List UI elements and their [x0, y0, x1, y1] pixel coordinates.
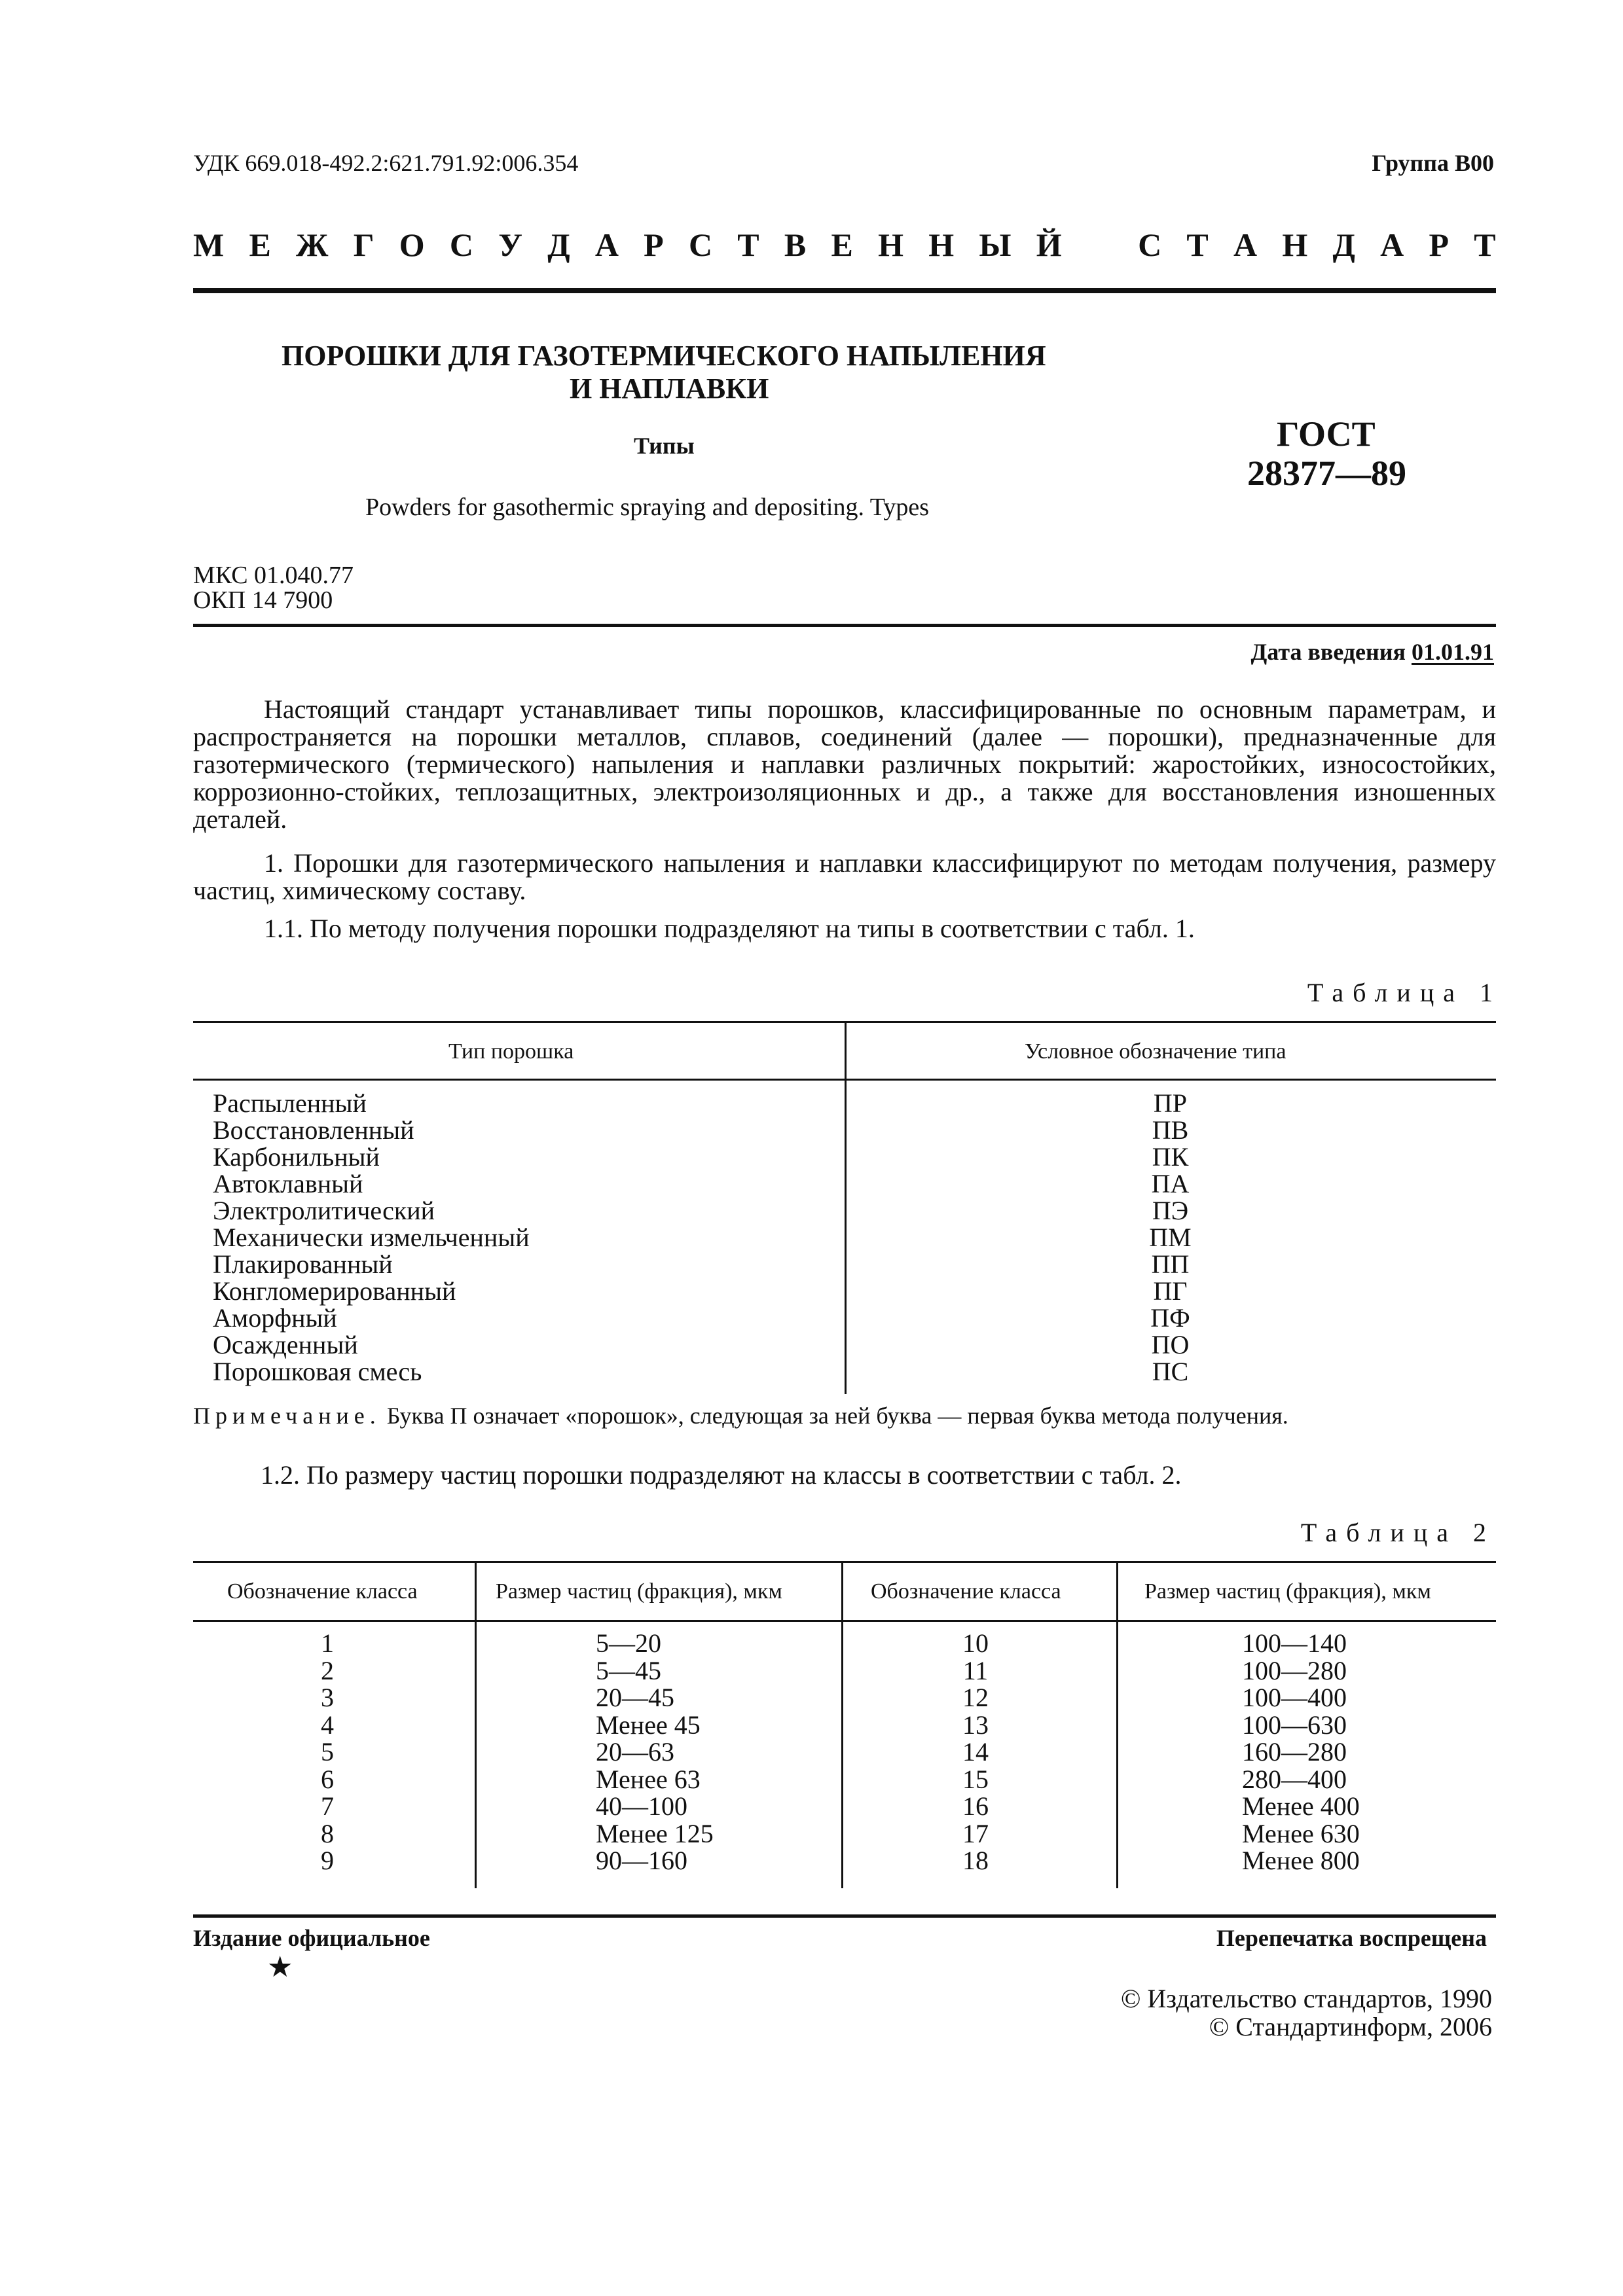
clause-1-2: 1.2. По размеру частиц порошки подразделяют на классы в соответствии с табл. 2. [261, 1460, 1182, 1490]
size-cell: 20—63 [596, 1737, 674, 1767]
table-row [193, 1657, 1496, 1685]
powder-type-cell: Карбонильный [213, 1142, 380, 1172]
class-cell: 8 [321, 1818, 334, 1848]
table2-body [193, 1630, 1496, 1874]
table-row [193, 1090, 1496, 1117]
powder-type-cell: Восстановленный [213, 1115, 414, 1145]
designation-cell: ПК [1152, 1142, 1189, 1172]
okp-code: ОКП 14 7900 [193, 586, 333, 614]
table2-header-size-left: Размер частиц (фракция), мкм [496, 1579, 782, 1604]
powder-type-cell: Осажденный [213, 1330, 358, 1359]
designation-cell: ПР [1153, 1088, 1188, 1118]
table-row [193, 1224, 1496, 1251]
table-row [193, 1847, 1496, 1874]
table2-header-size-right: Размер частиц (фракция), мкм [1144, 1579, 1431, 1604]
size-cell: Менее 800 [1242, 1846, 1360, 1875]
table1-header-type: Тип порошка [448, 1039, 574, 1064]
table2-header-rule [193, 1620, 1496, 1622]
designation-cell: ПГ [1153, 1276, 1188, 1306]
official-edition-label: Издание официальное [193, 1925, 430, 1951]
class-cell: 15 [962, 1764, 989, 1794]
reprint-prohibited-label: Перепечатка воспрещена [1216, 1925, 1487, 1951]
document-title-line1: ПОРОШКИ ДЛЯ ГАЗОТЕРМИЧЕСКОГО НАПЫЛЕНИЯ [282, 340, 1046, 372]
codes-divider [193, 624, 1496, 627]
copyright-2006: © Стандартинформ, 2006 [1209, 2012, 1492, 2041]
gost-number: 28377—89 [1247, 454, 1406, 493]
class-cell: 11 [962, 1655, 989, 1685]
document-subtitle: Типы [634, 433, 695, 459]
size-cell: 90—160 [596, 1846, 687, 1875]
gost-label: ГОСТ [1277, 414, 1376, 454]
powder-type-cell: Электролитический [213, 1196, 435, 1225]
class-cell: 13 [962, 1710, 989, 1740]
table-row [193, 1684, 1496, 1712]
size-cell: 5—45 [596, 1655, 661, 1685]
class-cell: 6 [321, 1764, 334, 1794]
footer-divider [193, 1914, 1496, 1918]
table-row [193, 1766, 1496, 1793]
table-row [193, 1304, 1496, 1331]
class-cell: 5 [321, 1737, 334, 1767]
size-cell: 40—100 [596, 1791, 687, 1821]
class-cell: 9 [321, 1846, 334, 1875]
size-cell: 20—45 [596, 1683, 674, 1712]
class-cell: 16 [962, 1791, 989, 1821]
designation-cell: ПС [1152, 1357, 1189, 1386]
class-cell: 1 [321, 1628, 334, 1658]
class-cell: 18 [962, 1846, 989, 1875]
table2-header-class-right: Обозначение класса [871, 1579, 1061, 1604]
introduction-date-value: 01.01.91 [1412, 639, 1494, 665]
table-row [193, 1331, 1496, 1358]
powder-type-cell: Конгломерированный [213, 1276, 456, 1306]
table1-header-designation: Условное обозначение типа [1025, 1039, 1286, 1064]
size-cell: 100—140 [1242, 1628, 1347, 1658]
class-cell: 10 [962, 1628, 989, 1658]
powder-type-cell: Аморфный [213, 1303, 337, 1333]
size-cell: Менее 63 [596, 1764, 701, 1794]
intro-paragraph: Настоящий стандарт устанавливает типы порошков, классифицированные по основным параметрам, и распространяется на порошки металлов, сплавов, соединений (далее — порошки), предназначенные для газотермического (термического) напыления и наплавки различных покрытий: жаростойких, износостойких, коррозионно-стойких, теплозащитных, электроизоляционных и др., а также для восстановления изношенных деталей. [193, 694, 1496, 834]
table-row [193, 1251, 1496, 1278]
table2-header-class-left: Обозначение класса [227, 1579, 418, 1604]
class-cell: 2 [321, 1655, 334, 1685]
size-cell: 160—280 [1242, 1737, 1347, 1767]
table-row [193, 1738, 1496, 1766]
table-row [193, 1358, 1496, 1385]
star-icon: ★ [267, 1951, 293, 1983]
clause-1: 1. Порошки для газотермического напыления и наплавки классифицируют по методам получения, размеру частиц, химическому составу. [193, 848, 1496, 905]
table-row [193, 1117, 1496, 1143]
class-cell: 7 [321, 1791, 334, 1821]
table-row [193, 1170, 1496, 1197]
table1-caption: Таблица 1 [1307, 978, 1502, 1007]
table-row [193, 1143, 1496, 1170]
class-cell: 17 [962, 1818, 989, 1848]
designation-cell: ПВ [1152, 1115, 1189, 1145]
introduction-date: Дата введения 01.01.91 [1250, 639, 1494, 665]
udk-code: УДК 669.018-492.2:621.791.92:006.354 [193, 150, 579, 176]
table-row [193, 1820, 1496, 1848]
powder-type-cell: Порошковая смесь [213, 1357, 422, 1386]
designation-cell: ПФ [1150, 1303, 1190, 1333]
interstate-standard-heading: М Е Ж Г О С У Д А Р С Т В Е Н Н Ы Й С Т А Н Д А Р Т [193, 226, 1496, 263]
english-title: Powders for gasothermic spraying and depositing. Types [365, 493, 929, 521]
designation-cell: ПП [1151, 1249, 1190, 1279]
designation-cell: ПА [1151, 1169, 1190, 1198]
size-cell: Менее 45 [596, 1710, 701, 1740]
designation-cell: ПО [1151, 1330, 1190, 1359]
size-cell: 100—400 [1242, 1683, 1347, 1712]
size-cell: 100—280 [1242, 1655, 1347, 1685]
size-cell: Менее 630 [1242, 1818, 1360, 1848]
class-cell: 12 [962, 1683, 989, 1712]
powder-type-cell: Плакированный [213, 1249, 393, 1279]
table1-body [193, 1090, 1496, 1385]
group-code: Группа В00 [1372, 150, 1494, 176]
mks-code: МКС 01.040.77 [193, 562, 354, 589]
size-cell: 100—630 [1242, 1710, 1347, 1740]
class-cell: 14 [962, 1737, 989, 1767]
designation-cell: ПЭ [1152, 1196, 1189, 1225]
size-cell: 5—20 [596, 1628, 661, 1658]
copyright-1990: © Издательство стандартов, 1990 [1120, 1984, 1492, 2013]
table-row [193, 1278, 1496, 1304]
table1-note [193, 1402, 1288, 1429]
class-cell: 4 [321, 1710, 334, 1740]
table-row [193, 1793, 1496, 1820]
document-title-line2: И НАПЛАВКИ [570, 372, 769, 404]
table2-top-rule [193, 1561, 1496, 1563]
powder-type-cell: Автоклавный [213, 1169, 363, 1198]
header-divider [193, 288, 1496, 293]
designation-cell: ПМ [1149, 1223, 1192, 1252]
class-cell: 3 [321, 1683, 334, 1712]
powder-type-cell: Механически измельченный [213, 1223, 530, 1252]
size-cell: 280—400 [1242, 1764, 1347, 1794]
note-label: Примечание. [193, 1403, 381, 1429]
note-text: Буква П означает «порошок», следующая за ней буква — первая буква метода получения. [386, 1403, 1288, 1429]
table-row [193, 1712, 1496, 1739]
size-cell: Менее 400 [1242, 1791, 1360, 1821]
size-cell: Менее 125 [596, 1818, 714, 1848]
powder-type-cell: Распыленный [213, 1088, 367, 1118]
table2-caption: Таблица 2 [1300, 1518, 1495, 1547]
table-row [193, 1197, 1496, 1224]
table-row [193, 1630, 1496, 1657]
clause-1-1: 1.1. По методу получения порошки подразделяют на типы в соответствии с табл. 1. [264, 914, 1195, 943]
